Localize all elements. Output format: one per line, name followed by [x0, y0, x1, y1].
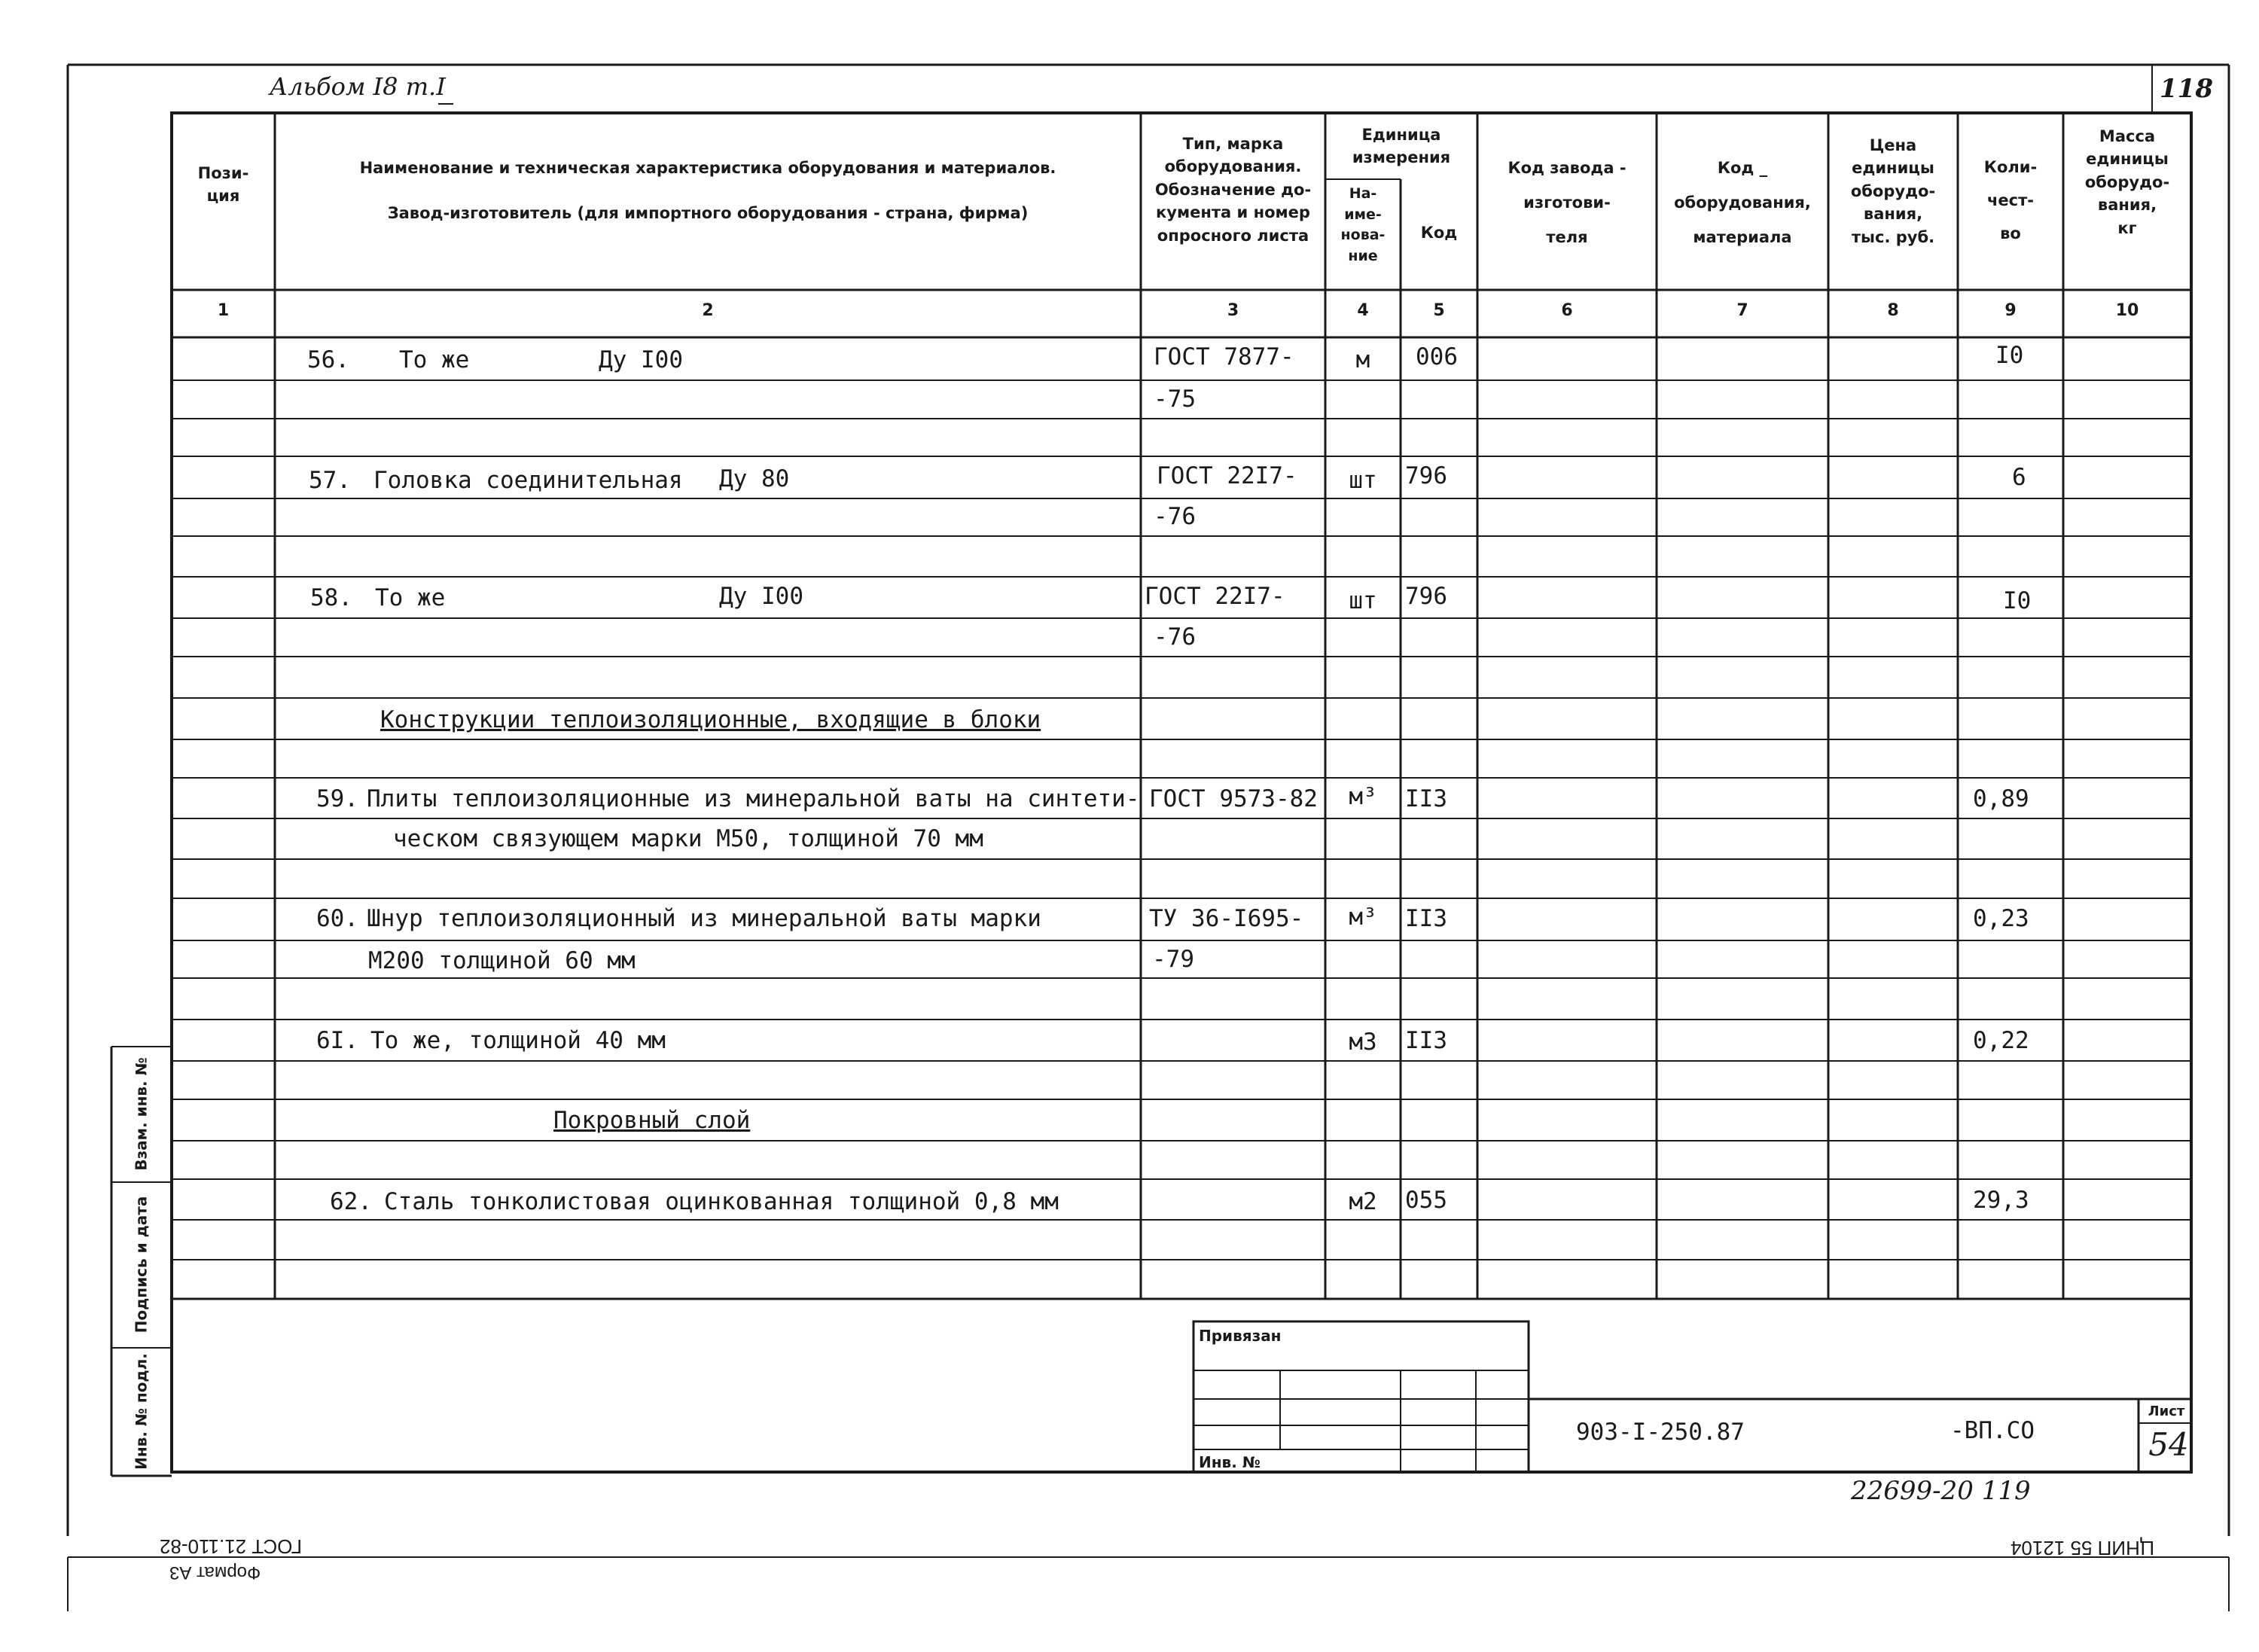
header-quantity: Коли- чест- во: [1983, 158, 2038, 243]
row-unit-code: 006: [1416, 343, 1458, 370]
row-document: ГОСТ 22I7-: [1157, 462, 1297, 489]
section-heading: Конструкции теплоизоляционные, входящие в блоки: [380, 706, 1041, 733]
row-document: ГОСТ 7877-: [1154, 343, 1294, 370]
header-position: Пози- ция: [197, 164, 249, 206]
col-number: 1: [217, 301, 230, 320]
row-document-cont: -75: [1154, 386, 1196, 413]
row-unit: м³: [1349, 904, 1377, 931]
header-unit-group: Единица измерения: [1352, 126, 1451, 167]
row-document-cont: -76: [1154, 623, 1196, 651]
row-quantity: 6: [2012, 464, 2026, 491]
row-size: Ду I00: [599, 346, 683, 373]
footer-cipher: ЦНИП 55 12104: [2011, 1537, 2155, 1559]
document-code: 903-I-250.87: [1576, 1419, 1745, 1446]
row-quantity: 0,89: [1973, 785, 2029, 812]
row-unit-code: II3: [1405, 905, 1447, 932]
row-name: Сталь тонколистовая оцинкованная толщиной 0,8 мм: [384, 1188, 1059, 1215]
row-name: Плиты теплоизоляционные из минеральной ваты на синтети-: [367, 785, 1140, 812]
row-position: 56.: [307, 346, 349, 373]
row-unit-code: 796: [1405, 462, 1447, 489]
row-unit-code: 055: [1405, 1187, 1447, 1214]
row-name-cont: ческом связующем марки М50, толщиной 70 мм: [393, 825, 983, 852]
row-position: 59.: [316, 785, 358, 812]
row-unit: шт: [1349, 467, 1377, 494]
header-mass: Масса единицы оборудо- вания, кг: [2084, 127, 2170, 237]
header-equipment-code: Код _ оборудования, материала: [1674, 159, 1811, 247]
row-document-cont: -79: [1152, 946, 1194, 973]
row-quantity: I0: [2003, 587, 2032, 614]
side-label-original-inv: Инв. № подл.: [132, 1353, 151, 1470]
row-size: Ду I00: [719, 583, 803, 610]
album-label: Альбом I8 т.I: [270, 72, 446, 101]
row-document-cont: -76: [1154, 503, 1196, 530]
row-position: 62.: [330, 1188, 372, 1215]
row-name: Головка соединительная: [373, 467, 683, 494]
handwritten-number: 22699-20 119: [1851, 1476, 2031, 1506]
row-name: Шнур теплоизоляционный из минеральной ваты марки: [367, 905, 1041, 932]
row-name: То же: [375, 584, 446, 611]
row-document: ТУ 36-I695-: [1149, 905, 1304, 932]
section-heading: Покровный слой: [553, 1107, 751, 1134]
row-quantity: 0,23: [1973, 905, 2029, 932]
side-label-replacement-inv: Взам. инв. №: [132, 1057, 151, 1171]
row-unit: шт: [1349, 587, 1377, 614]
row-unit: м³: [1349, 783, 1377, 810]
header-name-line1: Наименование и техническая характеристика оборудования и материалов.: [359, 159, 1056, 177]
row-unit: м2: [1349, 1188, 1377, 1215]
stamp-privyazan: Привязан: [1199, 1327, 1282, 1345]
document-suffix: -ВП.СО: [1950, 1417, 2035, 1444]
header-unit-name: На- име- нова- ние: [1340, 185, 1386, 264]
col-number: 8: [1887, 301, 1899, 320]
row-quantity: 0,22: [1973, 1027, 2029, 1054]
col-number: 6: [1561, 301, 1573, 320]
row-quantity: 29,3: [1973, 1187, 2029, 1214]
row-quantity: I0: [1995, 342, 2024, 369]
col-number: 9: [2004, 301, 2017, 320]
row-position: 58.: [310, 584, 352, 611]
footer-gost: ГОСТ 21.110-82: [160, 1535, 303, 1558]
row-document: ГОСТ 9573-82: [1149, 785, 1318, 812]
corner-page-number: 118: [2160, 74, 2213, 104]
row-size: Ду 80: [719, 465, 790, 492]
row-position: 57.: [309, 467, 351, 494]
header-unit-code: Код: [1420, 224, 1458, 242]
sheet-number: 54: [2148, 1426, 2189, 1463]
col-number: 10: [2115, 301, 2139, 320]
stamp-inv: Инв. №: [1199, 1453, 1261, 1471]
header-type-mark: Тип, марка оборудования. Обозначение до- кумента и номер опросного листа: [1154, 135, 1312, 245]
row-document: ГОСТ 22I7-: [1145, 583, 1285, 610]
col-number: 4: [1357, 301, 1369, 320]
row-unit: м: [1355, 346, 1370, 373]
header-unit-price: Цена единицы оборудо- вания, тыс. руб.: [1850, 136, 1936, 246]
col-number: 2: [702, 301, 714, 320]
row-unit: м3: [1349, 1029, 1377, 1056]
row-name: То же: [399, 346, 470, 373]
col-number: 3: [1227, 301, 1239, 320]
col-number: 5: [1433, 301, 1445, 320]
row-position: 60.: [316, 905, 358, 932]
footer-format: Формат А3: [169, 1562, 261, 1583]
row-unit-code: II3: [1405, 785, 1447, 812]
sheet-label: Лист: [2148, 1404, 2185, 1419]
row-name: То же, толщиной 40 мм: [370, 1027, 666, 1054]
row-unit-code: 796: [1405, 583, 1447, 610]
header-name-line2: Завод-изготовитель (для импортного оборудования - страна, фирма): [387, 204, 1029, 222]
col-number: 7: [1736, 301, 1748, 320]
row-position: 6I.: [316, 1027, 358, 1054]
row-unit-code: II3: [1405, 1027, 1447, 1054]
header-factory-code: Код завода - изготови- теля: [1508, 159, 1626, 247]
side-label-signature-date: Подпись и дата: [132, 1196, 151, 1333]
row-name-cont: М200 толщиной 60 мм: [368, 947, 636, 974]
